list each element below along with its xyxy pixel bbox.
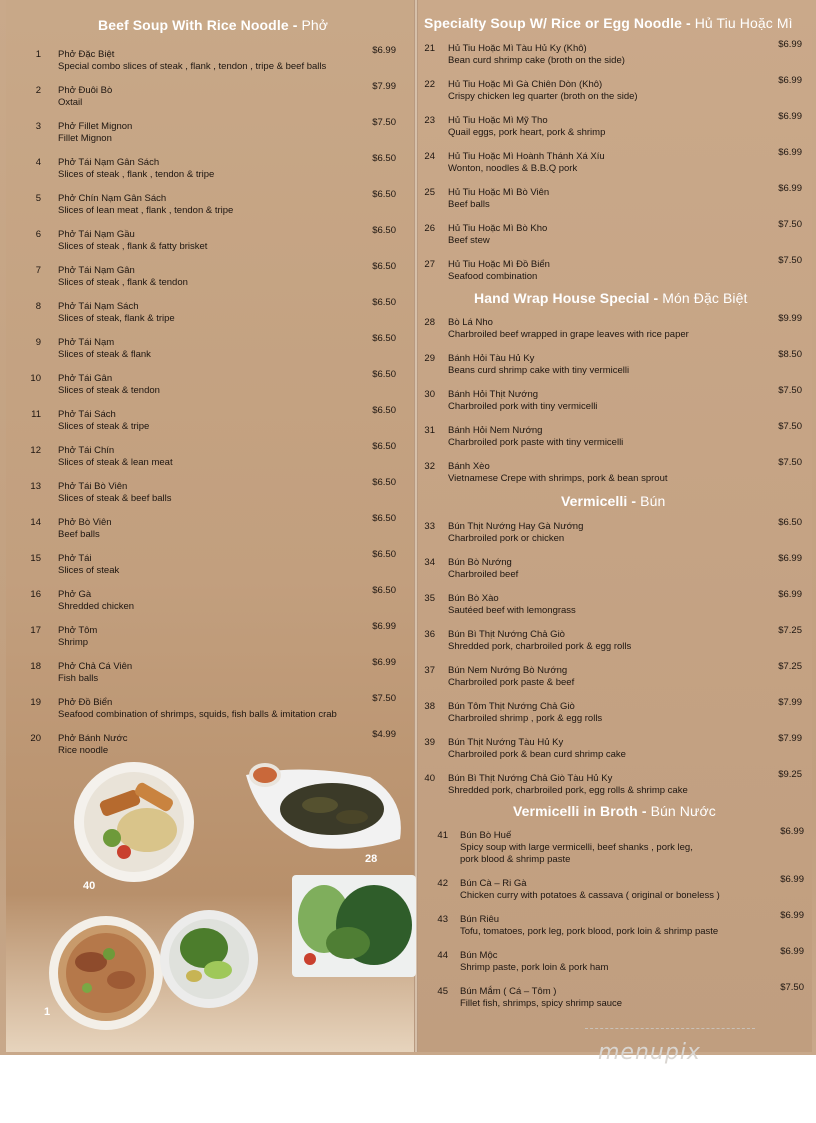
item-number: 10 [30, 373, 41, 384]
item-name: Hủ Tiu Hoặc Mì Gà Chiên Dòn (Khô) [448, 79, 603, 90]
item-price: $7.50 [778, 255, 802, 266]
item-number: 30 [424, 389, 435, 400]
item-name: Bánh Hỏi Tàu Hủ Ky [448, 353, 535, 364]
item-price: $6.50 [372, 369, 396, 380]
item-name: Hủ Tiu Hoặc Mì Hoành Thánh Xá Xíu [448, 151, 605, 162]
item-name: Bún Bì Thịt Nướng Chả Giò Tàu Hủ Ky [448, 773, 613, 784]
section-title-hand-wrap: Hand Wrap House Special - Món Đặc Biệt [474, 290, 748, 306]
item-price: $6.50 [372, 189, 396, 200]
item-name: Phở Gà [58, 589, 92, 600]
menu-item [421, 589, 802, 619]
menu-item [421, 553, 802, 583]
item-number: 27 [424, 259, 435, 270]
item-description: Tofu, tomatoes, pork leg, pork blood, pork loin & shrimp paste [460, 926, 719, 937]
menu-item [421, 313, 802, 343]
item-description: Beef balls [448, 199, 490, 210]
item-number: 2 [35, 85, 41, 96]
item-description: Crispy chicken leg quarter (broth on the side) [448, 91, 638, 102]
item-description: Fillet Mignon [58, 133, 112, 144]
item-description: Wonton, noodles & B.B.Q pork [448, 163, 578, 174]
item-name: Phở Tái Nạm Gân [58, 265, 135, 276]
item-description: Slices of lean meat , flank , tendon & tripe [58, 205, 234, 216]
item-name: Bún Thịt Nướng Tàu Hủ Ky [448, 737, 564, 748]
menu-item [27, 261, 396, 291]
section-title-beef-soup: Beef Soup With Rice Noodle - Phở [98, 17, 329, 33]
item-description-line2: pork blood & shrimp paste [460, 854, 571, 865]
photo-grape-leaf-beef [240, 757, 408, 857]
item-name: Bún Mắm ( Cá – Tôm ) [460, 986, 557, 997]
menu-item [421, 421, 802, 451]
item-description: Chicken curry with potatoes & cassava ( original or boneless ) [460, 890, 720, 901]
menu-item [434, 874, 804, 904]
item-name: Phở Tái Nạm Gân Sách [58, 157, 160, 168]
menu-item [27, 657, 396, 687]
menu-item [27, 333, 396, 363]
item-price: $7.50 [780, 982, 804, 993]
menu-item [27, 729, 396, 759]
item-price: $7.99 [778, 733, 802, 744]
item-price: $6.50 [372, 549, 396, 560]
item-description: Bean curd shrimp cake (broth on the side) [448, 55, 625, 66]
item-number: 17 [30, 625, 41, 636]
item-description: Beans curd shrimp cake with tiny vermicelli [448, 365, 630, 376]
item-description: Charbroiled pork paste & beef [448, 677, 575, 688]
item-name: Bún Mộc [460, 950, 498, 961]
item-name: Phở Tái Nạm [58, 337, 115, 348]
menu-item [421, 349, 802, 379]
item-description: Charbroiled pork & bean curd shrimp cake [448, 749, 626, 760]
item-description: Fillet fish, shrimps, spicy shrimp sauce [460, 998, 623, 1009]
item-number: 7 [35, 265, 41, 276]
item-price: $8.50 [778, 349, 802, 360]
item-description: Rice noodle [58, 745, 109, 756]
item-description: Vietnamese Crepe with shrimps, pork & bean sprout [448, 473, 668, 484]
item-name: Phở Tái Gân [58, 373, 113, 384]
item-price: $6.99 [778, 553, 802, 564]
section-title-vermicelli-broth: Vermicelli in Broth - Bún Nước [513, 803, 716, 819]
item-number: 21 [424, 43, 435, 54]
item-price: $6.50 [372, 333, 396, 344]
item-name: Phở Đặc Biệt [58, 49, 115, 60]
item-description: Charbroiled pork with tiny vermicelli [448, 401, 598, 412]
item-description: Slices of steak [58, 565, 120, 576]
item-number: 4 [35, 157, 41, 168]
item-description: Slices of steak & lean meat [58, 457, 173, 468]
item-number: 34 [424, 557, 435, 568]
item-price: $6.50 [372, 477, 396, 488]
item-description: Sautéed beef with lemongrass [448, 605, 576, 616]
menu-item [434, 910, 804, 940]
item-price: $6.99 [780, 826, 804, 837]
item-number: 33 [424, 521, 435, 532]
item-name: Phở Chín Nạm Gân Sách [58, 193, 167, 204]
item-price: $6.50 [372, 225, 396, 236]
menu-item [421, 769, 802, 799]
item-price: $9.99 [778, 313, 802, 324]
photo-vermicelli-plate [72, 760, 197, 885]
menu-item [27, 45, 396, 75]
item-name: Phở Tái Chín [58, 445, 115, 456]
item-name: Phở Tái Bò Viên [58, 481, 128, 492]
menu-item [27, 477, 396, 507]
item-number: 38 [424, 701, 435, 712]
item-price: $6.99 [778, 75, 802, 86]
item-description: Shrimp [58, 637, 89, 648]
item-number: 39 [424, 737, 435, 748]
menu-item [421, 255, 802, 285]
item-description: Fish balls [58, 673, 99, 684]
item-name: Bún Bì Thịt Nướng Chả Giò [448, 629, 565, 640]
item-description: Slices of steak & tripe [58, 421, 150, 432]
item-name: Bánh Hỏi Nem Nướng [448, 425, 543, 436]
photo-label-28: 28 [365, 853, 378, 865]
item-price: $6.50 [372, 261, 396, 272]
item-price: $6.99 [372, 45, 396, 56]
item-price: $6.99 [778, 589, 802, 600]
photo-herb-plate [158, 908, 260, 1010]
item-number: 5 [35, 193, 41, 204]
menu-item [27, 549, 396, 579]
menu-item [421, 75, 802, 105]
item-description: Slices of steak, flank & tripe [58, 313, 175, 324]
menu-item [27, 369, 396, 399]
item-name: Phở Fillet Mignon [58, 121, 133, 132]
item-number: 31 [424, 425, 435, 436]
item-number: 3 [35, 121, 41, 132]
menu-item [434, 826, 804, 865]
item-number: 22 [424, 79, 435, 90]
photo-label-1: 1 [44, 1006, 51, 1018]
item-name: Phở Tái [58, 553, 92, 564]
item-number: 45 [437, 986, 448, 997]
menu-item [421, 625, 802, 655]
item-name: Phở Tái Nạm Gầu [58, 229, 135, 240]
item-price: $6.99 [778, 147, 802, 158]
item-description: Quail eggs, pork heart, pork & shrimp [448, 127, 606, 138]
item-name: Bò Lá Nho [448, 317, 493, 328]
item-name: Bún Tôm Thịt Nướng Chả Giò [448, 701, 575, 712]
menu-item [27, 441, 396, 471]
menu-item [27, 585, 396, 615]
menu-item [421, 697, 802, 727]
item-price: $7.25 [778, 661, 802, 672]
item-price: $6.99 [780, 946, 804, 957]
item-number: 35 [424, 593, 435, 604]
item-number: 11 [31, 409, 41, 420]
item-price: $4.99 [372, 729, 396, 740]
item-description: Slices of steak , flank & tendon [58, 277, 188, 288]
item-description: Slices of steak & tendon [58, 385, 160, 396]
menu-item [27, 297, 396, 327]
item-description: Slices of steak & flank [58, 349, 151, 360]
item-number: 43 [437, 914, 448, 925]
item-price: $6.99 [780, 910, 804, 921]
item-price: $7.50 [778, 385, 802, 396]
item-number: 13 [30, 481, 41, 492]
item-price: $6.50 [372, 153, 396, 164]
item-name: Phở Tái Nạm Sách [58, 301, 139, 312]
menu-item [421, 733, 802, 763]
item-number: 28 [424, 317, 435, 328]
item-description: Shredded pork, charbroiled pork, egg rolls & shrimp cake [448, 785, 688, 796]
item-number: 6 [35, 229, 41, 240]
item-number: 14 [30, 517, 41, 528]
item-price: $9.25 [778, 769, 802, 780]
photo-pho-bowl [47, 914, 165, 1032]
item-description: Shrimp paste, pork loin & pork ham [460, 962, 609, 973]
item-description: Seafood combination [448, 271, 538, 282]
item-number: 25 [424, 187, 435, 198]
menu-item [421, 661, 802, 691]
menu-item [421, 385, 802, 415]
item-number: 24 [424, 151, 435, 162]
menu-item [421, 147, 802, 177]
item-name: Phở Bò Viên [58, 517, 112, 528]
item-price: $6.50 [372, 405, 396, 416]
section-title-specialty-soup: Specialty Soup W/ Rice or Egg Noodle - Hủ Tiu Hoặc Mì [424, 15, 793, 31]
item-price: $6.50 [372, 297, 396, 308]
item-price: $6.50 [372, 585, 396, 596]
item-number: 42 [437, 878, 448, 889]
item-description: Slices of steak , flank & fatty brisket [58, 241, 208, 252]
item-price: $6.99 [778, 111, 802, 122]
item-price: $6.99 [372, 621, 396, 632]
menu-item [421, 39, 802, 69]
menu-item [27, 189, 396, 219]
item-name: Bún Bò Xào [448, 593, 499, 604]
menu-item [27, 621, 396, 651]
item-number: 44 [437, 950, 448, 961]
item-name: Hủ Tiu Hoặc Mì Mỹ Tho [448, 115, 548, 126]
item-price: $6.99 [778, 39, 802, 50]
item-number: 20 [30, 733, 41, 744]
item-description: Beef balls [58, 529, 100, 540]
item-name: Hủ Tiu Hoặc Mì Bò Viên [448, 187, 550, 198]
item-price: $6.50 [778, 517, 802, 528]
item-number: 19 [30, 697, 41, 708]
item-name: Bún Nem Nướng Bò Nướng [448, 665, 568, 676]
item-name: Bún Thịt Nướng Hay Gà Nướng [448, 521, 584, 532]
menu-item [27, 81, 396, 111]
item-price: $7.99 [372, 81, 396, 92]
menu-item [421, 111, 802, 141]
menu-item [434, 946, 804, 976]
item-price: $7.99 [778, 697, 802, 708]
item-description: Charbroiled pork or chicken [448, 533, 565, 544]
item-description: Seafood combination of shrimps, squids, fish balls & imitation crab [58, 709, 337, 720]
item-name: Phở Đồ Biển [58, 697, 113, 708]
item-price: $7.50 [778, 219, 802, 230]
item-description: Spicy soup with large vermicelli, beef shanks , pork leg, [460, 842, 693, 853]
item-price: $7.50 [778, 421, 802, 432]
item-name: Hủ Tiu Hoặc Mì Bò Kho [448, 223, 548, 234]
section-title-vermicelli: Vermicelli - Bún [561, 493, 666, 509]
item-price: $7.50 [372, 117, 396, 128]
item-name: Hủ Tiu Hoặc Mì Đồ Biển [448, 259, 550, 270]
item-number: 32 [424, 461, 435, 472]
item-number: 40 [424, 773, 435, 784]
photo-vegetable-platter [290, 873, 418, 979]
item-number: 12 [30, 445, 41, 456]
item-name: Phở Tái Sách [58, 409, 116, 420]
item-number: 16 [30, 589, 41, 600]
menu-item [27, 513, 396, 543]
item-price: $6.99 [372, 657, 396, 668]
menu-item [27, 405, 396, 435]
item-number: 37 [424, 665, 435, 676]
item-description: Shredded chicken [58, 601, 135, 612]
item-description: Charbroiled beef [448, 569, 519, 580]
menu-item [434, 982, 804, 1012]
item-name: Bún Riêu [460, 914, 500, 925]
menu-item [421, 457, 802, 487]
item-price: $6.50 [372, 513, 396, 524]
item-description: Oxtail [58, 97, 83, 108]
item-price: $6.50 [372, 441, 396, 452]
item-name: Bún Bò Huế [460, 830, 512, 841]
item-name: Phở Bánh Nước [58, 733, 128, 744]
item-number: 18 [30, 661, 41, 672]
menu-item [421, 517, 802, 547]
dotted-divider [585, 1028, 755, 1029]
menu-item [27, 117, 396, 147]
item-number: 23 [424, 115, 435, 126]
item-number: 1 [35, 49, 41, 60]
item-number: 41 [437, 830, 448, 841]
watermark: menupix [598, 1040, 701, 1065]
item-number: 9 [35, 337, 41, 348]
item-price: $7.25 [778, 625, 802, 636]
item-name: Hủ Tiu Hoặc Mì Tàu Hủ Ky (Khô) [448, 43, 587, 54]
item-price: $6.99 [780, 874, 804, 885]
item-description: Beef stew [448, 235, 490, 246]
item-price: $6.99 [778, 183, 802, 194]
menu-item [421, 219, 802, 249]
item-description: Slices of steak & beef balls [58, 493, 172, 504]
item-name: Bún Cà – Ri Gà [460, 878, 527, 889]
item-number: 29 [424, 353, 435, 364]
item-name: Bún Bò Nướng [448, 557, 512, 568]
item-number: 8 [35, 301, 41, 312]
item-number: 26 [424, 223, 435, 234]
item-description: Slices of steak , flank , tendon & tripe [58, 169, 215, 180]
item-number: 36 [424, 629, 435, 640]
item-number: 15 [30, 553, 41, 564]
item-price: $7.50 [778, 457, 802, 468]
menu-item [27, 225, 396, 255]
item-description: Charbroiled pork paste with tiny vermicelli [448, 437, 624, 448]
item-name: Bánh Hỏi Thịt Nướng [448, 389, 539, 400]
item-price: $7.50 [372, 693, 396, 704]
photo-label-40: 40 [83, 880, 96, 892]
item-description: Charbroiled beef wrapped in grape leaves with rice paper [448, 329, 689, 340]
item-name: Phở Chả Cá Viên [58, 661, 133, 672]
item-description: Special combo slices of steak , flank , tendon , tripe & beef balls [58, 61, 327, 72]
menu-item [421, 183, 802, 213]
item-description: Charbroiled shrimp , pork & egg rolls [448, 713, 603, 724]
item-name: Bánh Xèo [448, 461, 490, 472]
menu-item [27, 153, 396, 183]
menu-item [27, 693, 396, 723]
item-name: Phở Đuôi Bò [58, 85, 113, 96]
item-description: Shredded pork, charbroiled pork & egg rolls [448, 641, 632, 652]
item-name: Phở Tôm [58, 625, 98, 636]
